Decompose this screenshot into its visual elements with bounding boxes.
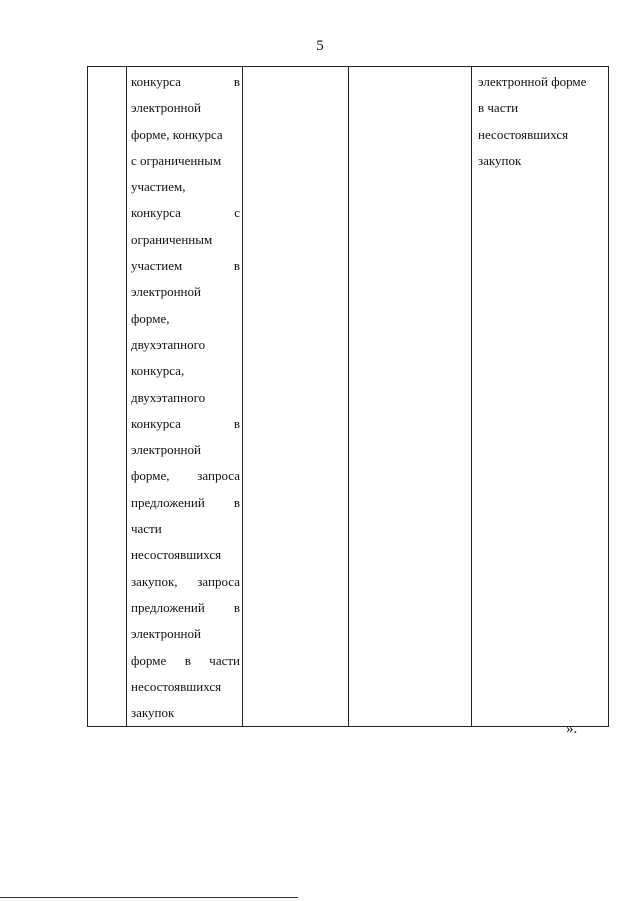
- text-fragment: в: [233, 415, 240, 431]
- text-line: [131, 569, 240, 595]
- text-line: двухэтапного: [131, 336, 206, 352]
- text-line: в части: [478, 100, 519, 116]
- text-fragment: предложений: [131, 494, 205, 510]
- text-fragment: форме: [131, 652, 167, 668]
- procurement-methods-text: [127, 67, 242, 726]
- text-line: ограниченным: [131, 231, 213, 247]
- text-fragment: конкурса: [131, 415, 181, 431]
- text-line: [131, 490, 240, 516]
- table-row: [88, 67, 609, 727]
- table-cell-col5: [472, 67, 609, 727]
- table-cell-col4: [349, 67, 472, 727]
- table-cell-procurement-methods: [127, 67, 243, 727]
- text-line: [131, 200, 240, 226]
- text-line: несостоявшихся: [478, 126, 569, 142]
- table-cell-col3: [243, 67, 349, 727]
- text-line: закупок: [131, 705, 175, 721]
- text-line: части: [131, 521, 162, 537]
- text-fragment: запроса: [197, 573, 240, 589]
- text-line: электронной: [131, 442, 201, 458]
- text-line: форме,: [131, 310, 170, 326]
- text-fragment: участием: [131, 258, 183, 274]
- text-fragment: запроса: [197, 468, 240, 484]
- text-line: электронной: [131, 626, 201, 642]
- text-line: закупок: [478, 152, 522, 168]
- text-fragment: конкурса: [131, 205, 181, 221]
- text-line: несостоявшихся: [131, 678, 222, 694]
- text-line: конкурса,: [131, 363, 185, 379]
- text-line: [131, 253, 240, 279]
- table-cell-col1: [88, 67, 127, 727]
- text-line: с ограниченным: [131, 152, 222, 168]
- text-fragment: в: [184, 652, 191, 668]
- text-line: двухэтапного: [131, 389, 206, 405]
- text-line: несостоявшихся: [131, 547, 222, 563]
- text-fragment: с: [234, 205, 240, 221]
- text-fragment: закупок,: [131, 573, 178, 589]
- text-line: форме, конкурса: [131, 126, 223, 142]
- text-line: [131, 69, 240, 95]
- text-line: [131, 463, 240, 489]
- text-fragment: в: [233, 494, 240, 510]
- text-line: [131, 411, 240, 437]
- text-line: электронной: [131, 284, 201, 300]
- text-line: участием,: [131, 179, 186, 195]
- text-fragment: части: [209, 652, 240, 668]
- text-fragment: форме,: [131, 468, 170, 484]
- page-number: 5: [316, 38, 324, 54]
- footnote-separator: [0, 897, 298, 898]
- text-line: электронной: [131, 100, 201, 116]
- text-fragment: в: [233, 599, 240, 615]
- text-line: [131, 595, 240, 621]
- document-table: [87, 66, 609, 727]
- text-fragment: в: [233, 258, 240, 274]
- col5-text: [472, 67, 608, 174]
- text-line: [131, 648, 240, 674]
- text-fragment: предложений: [131, 599, 205, 615]
- closing-quote: ».: [566, 721, 578, 737]
- text-fragment: конкурса: [131, 74, 181, 89]
- text-line: электронной форме: [478, 74, 587, 89]
- text-fragment: в: [233, 74, 240, 89]
